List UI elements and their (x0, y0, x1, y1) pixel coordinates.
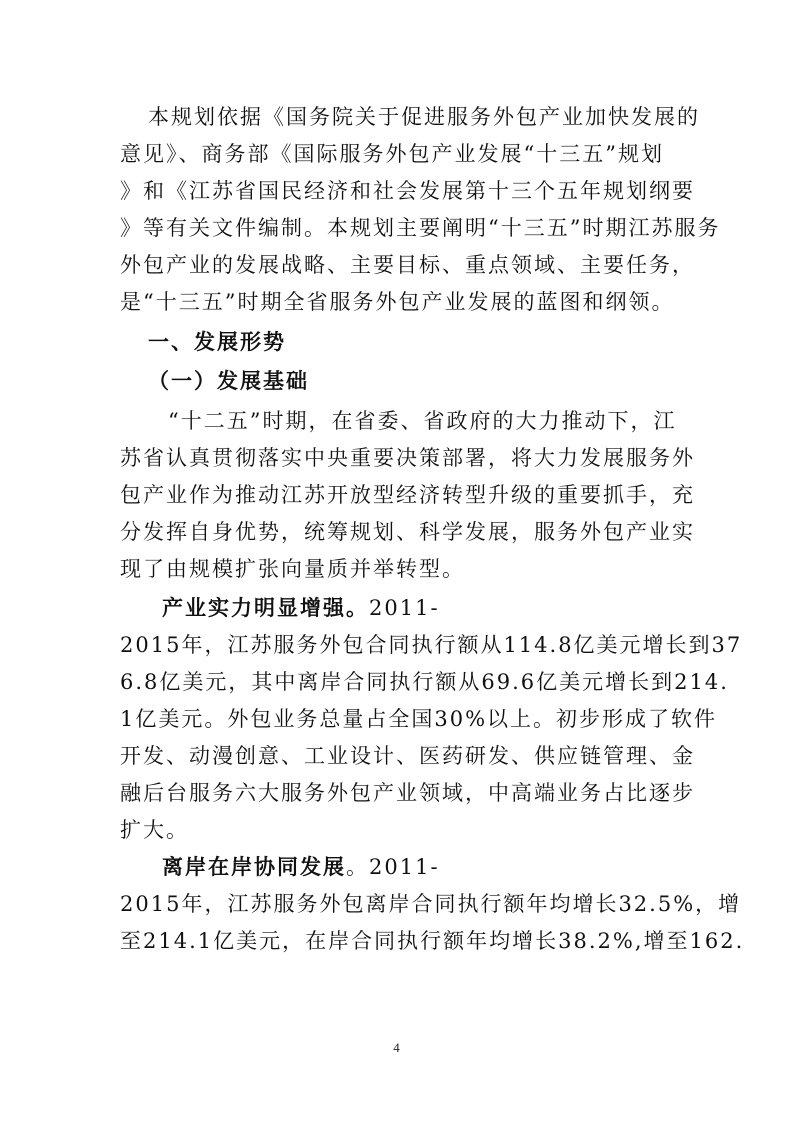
lead-heading: 离岸在岸协同发展 (162, 855, 346, 879)
paragraph-line: 至214.1亿美元，在岸合同执行额年均增长38.2%,增至162. (120, 929, 745, 953)
paragraph-lead-line (162, 854, 440, 880)
subsection-heading: （一）发展基础 (148, 369, 309, 393)
paragraph-line: 6.8亿美元，其中离岸合同执行额从69.6亿美元增长到214. (120, 670, 729, 694)
page-number: 4 (393, 1040, 400, 1055)
paragraph-line: 苏省认真贯彻落实中央重要决策部署，将大力发展服务外 (120, 446, 695, 470)
paragraph-line: 意见》、商务部《国际服务外包产业发展“十三五”规划 (120, 142, 664, 166)
paragraph-line: 扩大。 (120, 818, 189, 842)
section-heading: 一、发展形势 (148, 330, 286, 354)
paragraph-line: 开发、动漫创意、工业设计、医药研发、供应链管理、金 (120, 744, 695, 768)
paragraph-line: 外包产业的发展战略、主要目标、重点领域、主要任务， (120, 253, 695, 277)
lead-tail: 。2011- (346, 855, 440, 879)
lead-tail: 2011- (369, 596, 440, 620)
paragraph-line: 本规划依据《国务院关于促进服务外包产业加快发展的 (148, 105, 700, 129)
paragraph-line: 1亿美元。外包业务总量占全国30%以上。初步形成了软件 (120, 707, 718, 731)
paragraph-line: 现了由规模扩张向量质并举转型。 (120, 557, 465, 581)
lead-heading: 产业实力明显增强。 (162, 596, 369, 620)
paragraph-line: “十二五”时期，在省委、省政府的大力推动下，江 (168, 409, 677, 433)
paragraph-line: 》和《江苏省国民经济和社会发展第十三个五年规划纲要 (120, 179, 695, 203)
paragraph-line: 》等有关文件编制。本规划主要阐明“十三五”时期江苏服务 (120, 216, 721, 240)
paragraph-line: 包产业作为推动江苏开放型经济转型升级的重要抓手，充 (120, 483, 695, 507)
paragraph-line: 融后台服务六大服务外包产业领域，中高端业务占比逐步 (120, 781, 695, 805)
paragraph-line: 是“十三五”时期全省服务外包产业发展的蓝图和纲领。 (120, 290, 675, 314)
paragraph-line: 2015年，江苏服务外包离岸合同执行额年均增长32.5%，增 (120, 892, 742, 916)
paragraph-lead-line (162, 595, 440, 621)
paragraph-line: 分发挥自身优势，统筹规划、科学发展，服务外包产业实 (120, 520, 695, 544)
paragraph-line: 2015年，江苏服务外包合同执行额从114.8亿美元增长到37 (120, 633, 743, 657)
